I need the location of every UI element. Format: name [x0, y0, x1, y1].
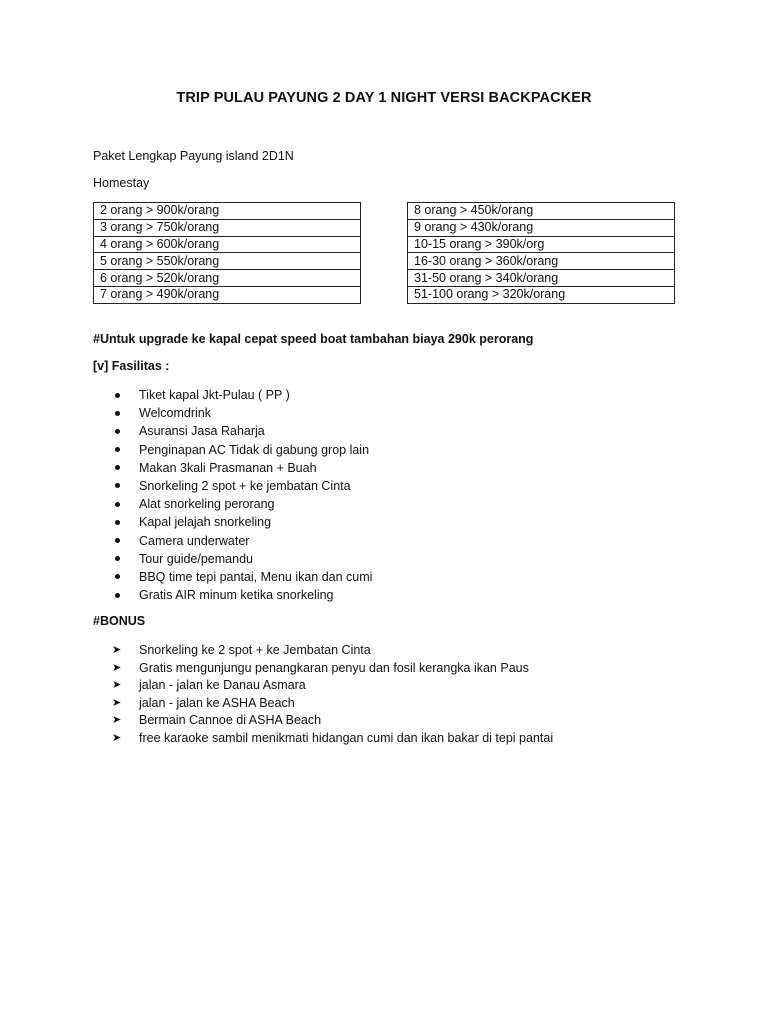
list-item [112, 386, 372, 404]
table-row [94, 203, 361, 220]
list-item [112, 550, 372, 568]
table-row [408, 236, 675, 253]
bullet-icon [115, 465, 120, 470]
price-cell: 16-30 orang > 360k/orang [408, 253, 675, 270]
bonus-text: free karaoke sambil menikmati hidangan cumi dan ikan bakar di tepi pantai [139, 730, 554, 745]
arrow-bullet-icon: ➤ [112, 731, 122, 744]
list-item [112, 404, 372, 422]
bonus-text: Bermain Cannoe di ASHA Beach [139, 713, 322, 728]
bullet-icon [115, 574, 120, 579]
arrow-bullet-icon: ➤ [112, 696, 122, 709]
list-item [112, 586, 372, 604]
facility-text: Tour guide/pemandu [139, 551, 253, 566]
table-row [94, 253, 361, 270]
homestay-label: Homestay [93, 176, 150, 190]
list-item [112, 513, 372, 531]
facilities-list [112, 386, 372, 604]
facility-text: Kapal jelajah snorkeling [139, 515, 272, 530]
table-row [94, 270, 361, 287]
facility-text: Camera underwater [139, 533, 250, 548]
price-cell: 4 orang > 600k/orang [94, 236, 361, 253]
arrow-bullet-icon: ➤ [112, 679, 122, 692]
bullet-icon [115, 483, 120, 488]
bonus-text: Snorkeling ke 2 spot + ke Jembatan Cinta [139, 643, 371, 657]
price-table-left [93, 202, 361, 304]
facility-text: Tiket kapal Jkt-Pulau ( PP ) [139, 388, 290, 402]
price-cell: 3 orang > 750k/orang [94, 219, 361, 236]
table-row [408, 203, 675, 220]
bullet-icon [115, 520, 120, 525]
table-row [408, 286, 675, 303]
price-cell: 31-50 orang > 340k/orang [408, 270, 675, 287]
bullet-icon [115, 538, 120, 543]
facilities-heading: [v] Fasilitas : [93, 359, 170, 373]
table-row [94, 219, 361, 236]
arrow-bullet-icon: ➤ [112, 644, 122, 656]
document-title: TRIP PULAU PAYUNG 2 DAY 1 NIGHT VERSI BACKPACKER [176, 90, 592, 106]
list-item [112, 441, 372, 459]
price-cell: 10-15 orang > 390k/org [408, 236, 675, 253]
list-item [112, 641, 553, 659]
list-item [112, 532, 372, 550]
bullet-icon [115, 411, 120, 416]
table-row [408, 219, 675, 236]
bonus-text: jalan - jalan ke Danau Asmara [139, 678, 306, 693]
table-row [94, 236, 361, 253]
list-item [112, 711, 553, 729]
bullet-icon [115, 556, 120, 561]
bullet-icon [115, 502, 120, 507]
facility-text: Snorkeling 2 spot + ke jembatan Cinta [139, 478, 351, 493]
price-cell: 8 orang > 450k/orang [408, 203, 675, 220]
list-item [112, 729, 553, 747]
price-cell: 9 orang > 430k/orang [408, 219, 675, 236]
arrow-bullet-icon: ➤ [112, 714, 122, 727]
list-item [112, 422, 372, 440]
list-item [112, 694, 553, 712]
facility-text: Alat snorkeling perorang [139, 497, 275, 512]
bonus-heading: #BONUS [93, 614, 146, 628]
list-item [112, 459, 372, 477]
list-item [112, 659, 553, 677]
table-row [408, 253, 675, 270]
table-row [408, 270, 675, 287]
price-cell: 5 orang > 550k/orang [94, 253, 361, 270]
bonus-text: jalan - jalan ke ASHA Beach [139, 695, 295, 710]
facility-text: Asuransi Jasa Raharja [139, 424, 265, 439]
price-cell: 7 orang > 490k/orang [94, 286, 361, 303]
list-item [112, 676, 553, 694]
price-cell: 6 orang > 520k/orang [94, 270, 361, 287]
facility-text: Penginapan AC Tidak di gabung grop lain [139, 442, 370, 457]
list-item [112, 495, 372, 513]
price-cell: 2 orang > 900k/orang [94, 203, 361, 220]
list-item [112, 477, 372, 495]
upgrade-note: #Untuk upgrade ke kapal cepat speed boat tambahan biaya 290k perorang [93, 332, 534, 346]
price-cell: 51-100 orang > 320k/orang [408, 286, 675, 303]
package-label: Paket Lengkap Payung island 2D1N [93, 149, 294, 163]
price-table-right [407, 202, 675, 304]
bullet-icon [115, 429, 120, 434]
bullet-icon [115, 447, 120, 452]
bonus-list [112, 641, 553, 747]
arrow-bullet-icon: ➤ [112, 661, 122, 674]
facility-text: Makan 3kali Prasmanan + Buah [139, 460, 317, 475]
list-item [112, 568, 372, 586]
facility-text: Welcomdrink [139, 406, 212, 421]
bullet-icon [115, 593, 120, 598]
facility-text: Gratis AIR minum ketika snorkeling [139, 588, 334, 603]
table-row [94, 286, 361, 303]
bullet-icon [115, 393, 120, 398]
facility-text: BBQ time tepi pantai, Menu ikan dan cumi [139, 569, 373, 584]
bonus-text: Gratis mengunjungu penangkaran penyu dan fosil kerangka ikan Paus [139, 660, 529, 675]
